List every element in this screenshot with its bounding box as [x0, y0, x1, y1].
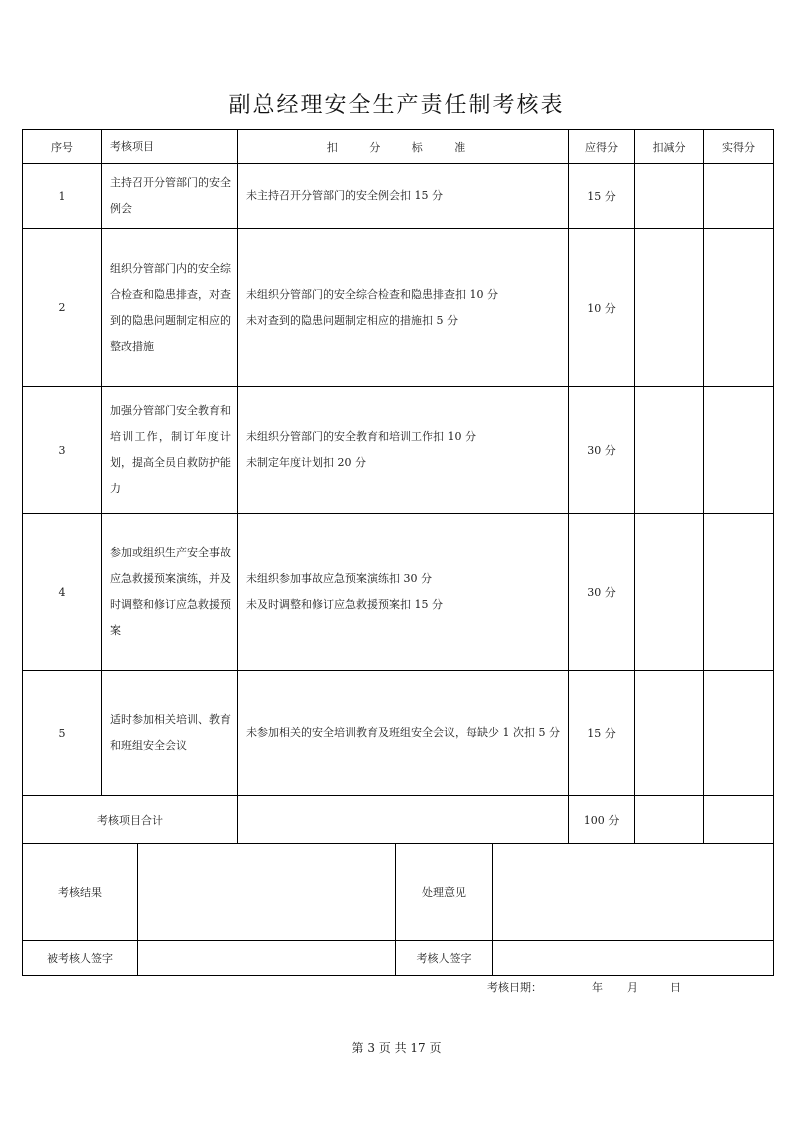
row-item: 组织分管部门内的安全综合检查和隐患排查，对查到的隐患问题制定相应的整改措施	[102, 229, 238, 387]
table-row	[23, 671, 774, 796]
standard-line: 未主持召开分管部门的安全例会扣 15 分	[246, 189, 443, 202]
standard-line: 未及时调整和修订应急救援预案扣 15 分	[246, 598, 443, 611]
row-actual-cell[interactable]	[704, 387, 774, 514]
row-due: 30 分	[569, 514, 635, 671]
total-actual-cell[interactable]	[704, 796, 774, 844]
row-due: 15 分	[569, 164, 635, 229]
standard-line: 未组织分管部门的安全教育和培训工作扣 10 分	[246, 430, 476, 443]
table-row	[23, 229, 774, 387]
total-standard-cell	[238, 796, 569, 844]
row-no: 5	[23, 671, 102, 796]
date-label: 考核日期：	[487, 981, 542, 994]
total-due: 100 分	[569, 796, 635, 844]
examiner-sign-label: 考核人签字	[396, 940, 493, 975]
row-deduct-cell[interactable]	[635, 514, 704, 671]
row-actual-cell[interactable]	[704, 671, 774, 796]
row-due: 15 分	[569, 671, 635, 796]
row-standard	[238, 229, 569, 387]
examiner-sign-cell[interactable]	[493, 940, 774, 975]
page-title: 副总经理安全生产责任制考核表	[228, 93, 565, 118]
total-row	[23, 796, 774, 844]
row-deduct-cell[interactable]	[635, 387, 704, 514]
row-due: 10 分	[569, 229, 635, 387]
standard-line: 未制定年度计划扣 20 分	[246, 456, 366, 469]
header-actual: 实得分	[704, 130, 774, 164]
signature-row	[23, 940, 774, 975]
date-day: 日	[670, 981, 681, 994]
header-item: 考核项目	[102, 130, 238, 164]
row-due: 30 分	[569, 387, 635, 514]
row-deduct-cell[interactable]	[635, 229, 704, 387]
standard-line: 未对查到的隐患问题制定相应的措施扣 5 分	[246, 313, 458, 327]
standard-line: 未组织参加事故应急预案演练扣 30 分	[246, 572, 432, 585]
row-standard	[238, 164, 569, 229]
row-actual-cell[interactable]	[704, 229, 774, 387]
row-no: 2	[23, 229, 102, 387]
row-no: 3	[23, 387, 102, 514]
row-standard	[238, 671, 569, 796]
table-row	[23, 514, 774, 671]
result-label: 考核结果	[23, 844, 138, 940]
row-deduct-cell[interactable]	[635, 164, 704, 229]
result-input-cell[interactable]	[138, 844, 396, 940]
header-standard: 扣 分 标 准	[238, 130, 569, 164]
examinee-sign-cell[interactable]	[138, 940, 396, 975]
row-standard	[238, 387, 569, 514]
table-row	[23, 164, 774, 229]
header-no: 序号	[23, 130, 102, 164]
assessment-table	[22, 129, 774, 844]
date-month: 月	[627, 981, 638, 994]
header-deduct: 扣减分	[635, 130, 704, 164]
page-number: 第 3 页 共 17 页	[351, 1041, 442, 1055]
total-deduct-cell[interactable]	[635, 796, 704, 844]
table-row	[23, 387, 774, 514]
result-row	[23, 844, 774, 940]
standard-line: 未参加相关的安全培训教育及班组安全会议，每缺少 1 次扣 5 分	[246, 726, 560, 739]
row-item: 参加或组织生产安全事故应急救援预案演练，并及时调整和修订应急救援预案	[102, 514, 238, 671]
standard-line: 未组织分管部门的安全综合检查和隐患排查扣 10 分	[246, 287, 498, 301]
opinion-label: 处理意见	[396, 844, 493, 940]
examinee-sign-label: 被考核人签字	[23, 940, 138, 975]
total-label: 考核项目合计	[23, 796, 238, 844]
table-header-row	[23, 130, 774, 164]
opinion-input-cell[interactable]	[493, 844, 774, 940]
row-standard	[238, 514, 569, 671]
header-due: 应得分	[569, 130, 635, 164]
row-item: 主持召开分管部门的安全例会	[102, 164, 238, 229]
assessment-date	[487, 979, 681, 995]
row-deduct-cell[interactable]	[635, 671, 704, 796]
date-year: 年	[592, 981, 603, 994]
row-no: 4	[23, 514, 102, 671]
row-no: 1	[23, 164, 102, 229]
result-table	[22, 844, 774, 976]
row-item: 适时参加相关培训、教育和班组安全会议	[102, 671, 238, 796]
row-actual-cell[interactable]	[704, 514, 774, 671]
row-actual-cell[interactable]	[704, 164, 774, 229]
row-item: 加强分管部门安全教育和培训工作，制订年度计划，提高全员自救防护能力	[102, 387, 238, 514]
